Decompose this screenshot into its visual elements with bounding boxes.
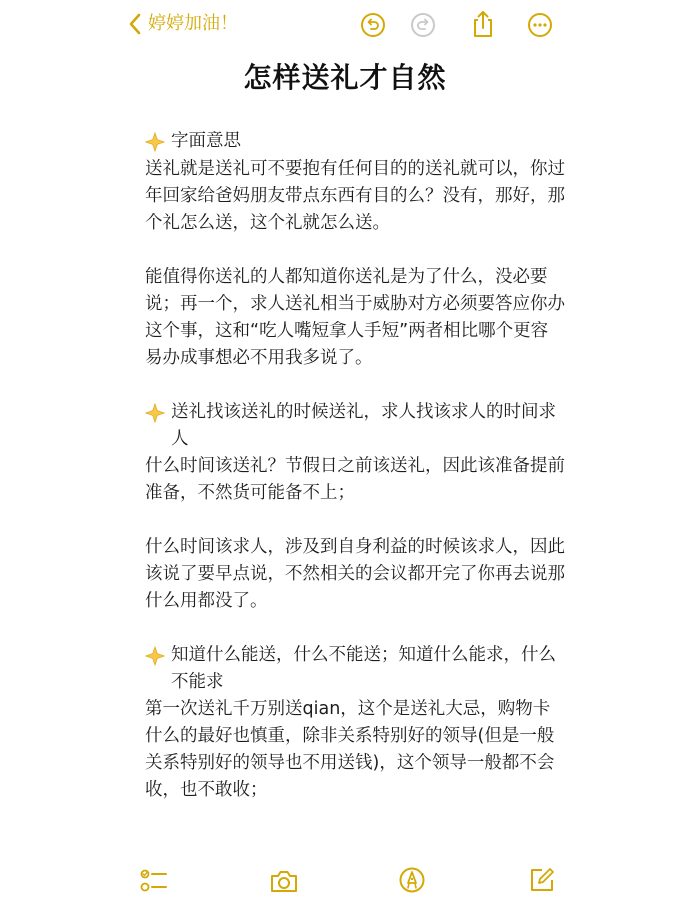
paragraph: 送礼就是送礼可不要抱有任何目的的送礼就可以，你过年回家给爸妈朋友带点东西有目的么？没有，那好，那个礼怎么送，这个礼就怎么送。 — [145, 159, 565, 233]
paragraph: 能值得你送礼的人都知道你送礼是为了什么，没必要说；再一个，求人送礼相当于威胁对方必须要答应你办这个事，这和“吃人嘴短拿人手短”两者相比哪个更容易办成事想必不用我多说了。 — [145, 267, 565, 368]
bottom-toolbar — [0, 860, 690, 900]
note-section — [145, 128, 565, 372]
compose-icon[interactable] — [528, 866, 556, 894]
paragraph: 什么时间该送礼？节假日之前该送礼，因此该准备提前准备，不然货可能备不上； — [145, 456, 565, 503]
section-heading: 知道什么能送，什么不能送；知道什么能求，什么不能求 — [171, 645, 556, 692]
note-body[interactable] — [145, 128, 565, 804]
note-section — [145, 399, 565, 615]
more-icon[interactable] — [527, 12, 553, 38]
redo-icon[interactable] — [410, 12, 436, 38]
share-icon[interactable] — [470, 9, 496, 35]
sparkle-star-icon — [145, 132, 165, 156]
checklist-icon[interactable] — [140, 868, 168, 894]
sparkle-star-icon — [145, 403, 165, 427]
note-section — [145, 642, 565, 804]
undo-icon[interactable] — [360, 12, 386, 38]
paragraph: 第一次送礼千万别送qian，这个是送礼大忌，购物卡什么的最好也慎重，除非关系特别好的领导(但是一般关系特别好的领导也不用送钱)，这个领导一般都不会收，也不敢收； — [145, 699, 555, 800]
camera-icon[interactable] — [269, 868, 299, 894]
back-label: 婷婷加油！ — [148, 13, 238, 34]
back-button[interactable] — [128, 12, 238, 36]
chevron-left-icon — [128, 12, 142, 36]
section-heading: 送礼找该送礼的时候送礼，求人找该求人的时间求人 — [171, 402, 556, 449]
paragraph: 什么时间该求人，涉及到自身利益的时候该求人，因此该说了要早点说，不然相关的会议都开完了你再去说那什么用都没了。 — [145, 537, 565, 611]
section-heading: 字面意思 — [171, 131, 241, 151]
sparkle-star-icon — [145, 646, 165, 670]
markup-pen-icon[interactable] — [398, 866, 426, 894]
note-title: 怎样送礼才自然 — [243, 61, 447, 94]
navigation-bar — [0, 0, 690, 52]
